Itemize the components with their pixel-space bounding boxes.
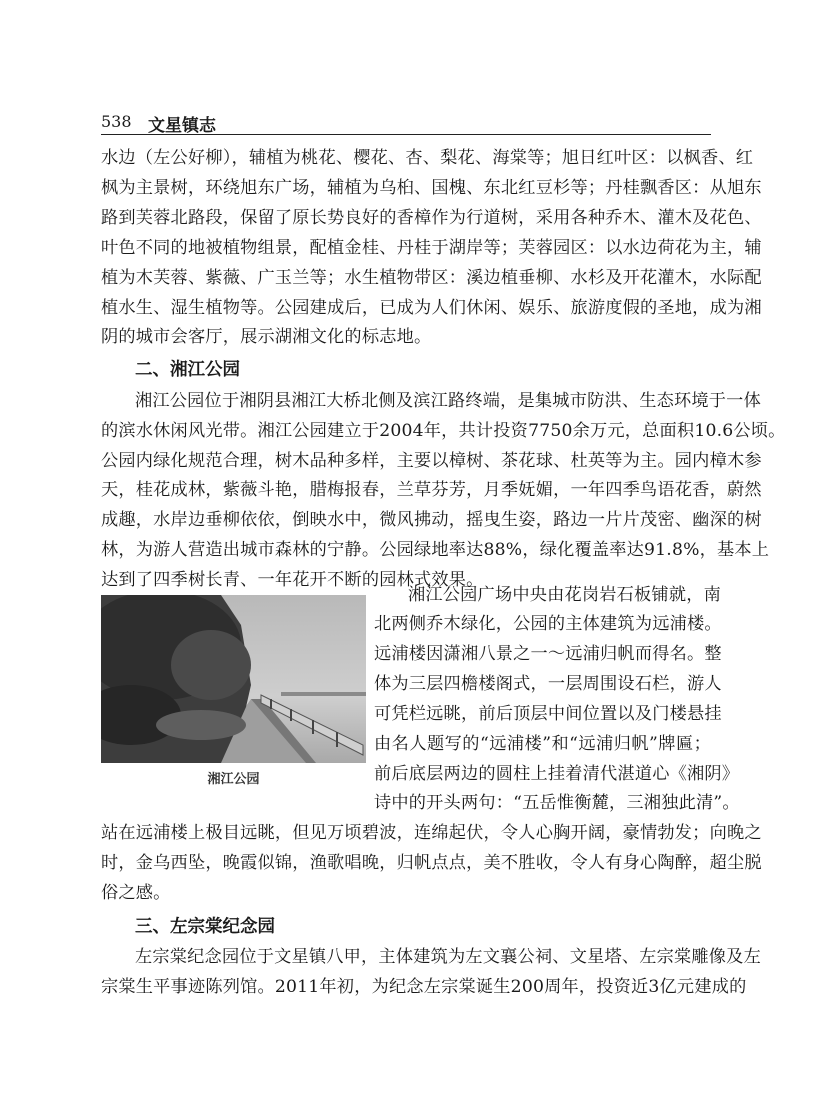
text-line: 阴的城市会客厅，展示湖湘文化的标志地。 <box>101 327 432 347</box>
text-line: 时，金乌西坠，晚霞似锦，渔歌唱晚，归帆点点，美不胜收，令人有身心陶醉，超尘脱 <box>101 853 762 873</box>
text-line: 站在远浦楼上极目远眺，但见万顷碧波，连绵起伏，令人心胸开阔，豪情勃发；向晚之 <box>101 823 762 843</box>
text-line: 可凭栏远眺，前后顶层中间位置以及门楼悬挂 <box>374 704 722 724</box>
text-line: 湘江公园位于湘阴县湘江大桥北侧及滨江路终端，是集城市防洪、生态环境于一体 <box>135 391 761 411</box>
text-line: 左宗棠纪念园位于文星镇八甲，主体建筑为左文襄公祠、文星塔、左宗棠雕像及左 <box>135 947 761 967</box>
text-line: 远浦楼因潇湘八景之一～远浦归帆而得名。整 <box>374 644 722 664</box>
text-line: 俗之感。 <box>101 883 171 903</box>
text-line: 水边（左公好柳），辅植为桃花、樱花、杏、梨花、海棠等；旭日红叶区：以枫香、红 <box>101 148 754 168</box>
text-line: 路到芙蓉北路段，保留了原长势良好的香樟作为行道树，采用各种乔木、灌木及花色、 <box>101 208 762 228</box>
text-line: 由名人题写的“远浦楼”和“远浦归帆”牌匾； <box>374 734 711 754</box>
book-title: 文星镇志 <box>148 116 216 136</box>
text-line: 诗中的开头两句：“五岳惟衡麓，三湘独此清”。 <box>374 793 740 813</box>
text-line: 枫为主景树，环绕旭东广场，辅植为乌桕、国槐、东北红豆杉等；丹桂飘香区：从旭东 <box>101 178 762 198</box>
photo-caption: 湘江公园 <box>207 772 260 787</box>
text-line: 植水生、湿生植物等。公园建成后，已成为人们休闲、娱乐、旅游度假的圣地，成为湘 <box>101 298 762 318</box>
text-line: 成趣，水岸边垂柳依依，倒映水中，微风拂动，摇曳生姿，路边一片片茂密、幽深的树 <box>101 510 762 530</box>
text-line: 前后底层两边的圆柱上挂着清代湛道心《湘阴》 <box>374 764 740 784</box>
text-line: 达到了四季树长青、一年花开不断的园林式效果。 <box>101 570 484 590</box>
text-line: 植为木芙蓉、紫薇、广玉兰等；水生植物带区：溪边植垂柳、水杉及开花灌木，水际配 <box>101 268 762 288</box>
page-number: 538 <box>101 112 132 131</box>
text-line: 体为三层四檐楼阁式，一层周围设石栏，游人 <box>374 674 722 694</box>
section-heading-zuo-zongtang-memorial: 三、左宗棠纪念园 <box>135 917 275 937</box>
xiangjiang-park-photo <box>101 595 366 763</box>
text-line: 天，桂花成林，紫薇斗艳，腊梅报春，兰草芬芳，月季妩媚，一年四季鸟语花香，蔚然 <box>101 480 762 500</box>
text-line: 宗棠生平事迹陈列馆。2011年初，为纪念左宗棠诞生200周年，投资近3亿元建成的 <box>101 977 747 997</box>
text-line: 北两侧乔木绿化，公园的主体建筑为远浦楼。 <box>374 614 722 634</box>
text-line: 公园内绿化规范合理，树木品种多样，主要以樟树、茶花球、杜英等为主。园内樟木参 <box>101 451 762 471</box>
text-line: 叶色不同的地被植物组景，配植金桂、丹桂于湖岸等；芙蓉园区：以水边荷花为主，辅 <box>101 238 762 258</box>
section-heading-xiangjiang-park: 二、湘江公园 <box>135 360 240 380</box>
text-line: 的滨水休闲风光带。湘江公园建立于2004年，共计投资7750余万元，总面积10.6公顷。 <box>101 421 786 441</box>
text-line: 湘江公园广场中央由花岗岩石板铺就，南 <box>408 585 721 605</box>
page-header <box>101 110 711 135</box>
text-line: 林，为游人营造出城市森林的宁静。公园绿地率达88%，绿化覆盖率达91.8%，基本上 <box>101 540 770 560</box>
